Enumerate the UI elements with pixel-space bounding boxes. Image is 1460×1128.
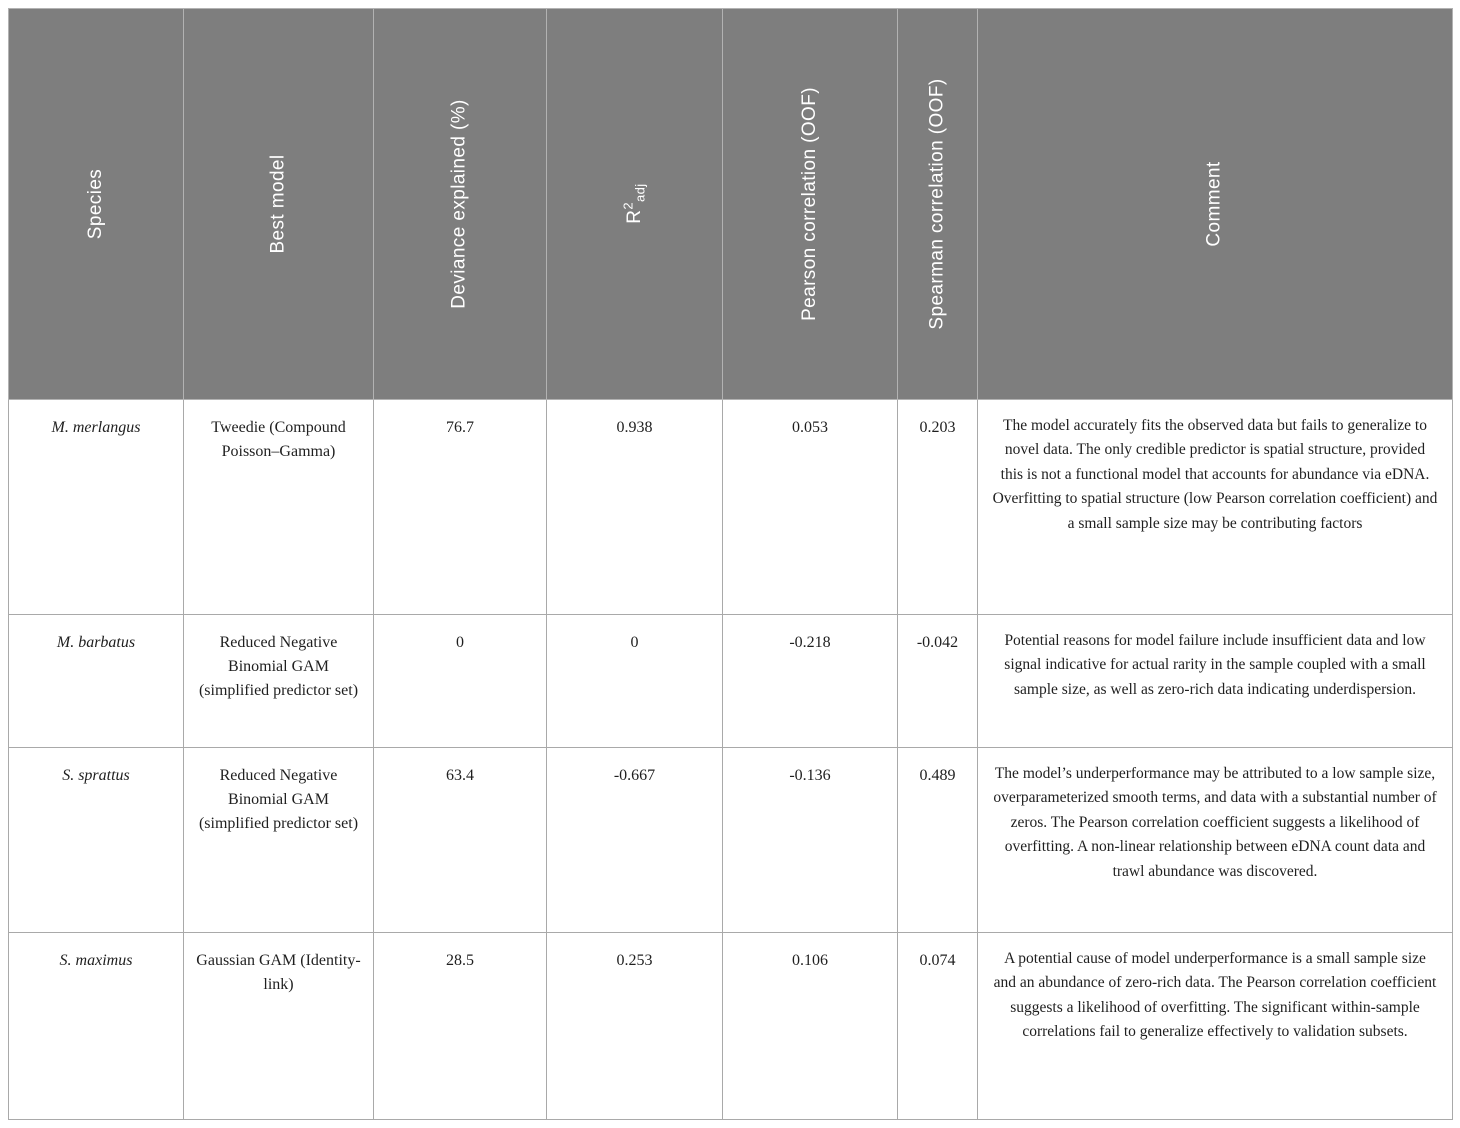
deviance-cell: 28.5: [374, 933, 547, 1120]
deviance-cell: 76.7: [374, 400, 547, 615]
species-cell: M. barbatus: [9, 615, 184, 748]
column-header-comment: [978, 9, 1453, 400]
comment-cell: The model accurately fits the observed data but fails to generalize to novel data. The only credible predictor is spatial structure, provided this is not a functional model that accounts for abundance via eDNA. Overfitting to spatial structure (low Pearson correlation coefficient) and a small sample size may be contributing factors: [978, 400, 1453, 615]
column-header-pearson-label: Pearson correlation (OOF): [799, 87, 821, 321]
r2-base: R: [624, 210, 646, 225]
spearman-cell: -0.042: [898, 615, 978, 748]
best-model-cell: Tweedie (Compound Poisson–Gamma): [184, 400, 374, 615]
spearman-cell: 0.489: [898, 748, 978, 933]
column-header-pearson: [723, 9, 898, 400]
best-model-cell: Gaussian GAM (Identity-link): [184, 933, 374, 1120]
species-cell: S. maximus: [9, 933, 184, 1120]
pearson-cell: 0.053: [723, 400, 898, 615]
table-row: [9, 400, 1453, 615]
r2adj-cell: -0.667: [547, 748, 723, 933]
pearson-cell: -0.136: [723, 748, 898, 933]
column-header-deviance-label: Deviance explained (%): [449, 99, 470, 309]
column-header-spearman: [898, 9, 978, 400]
best-model-cell: Reduced Negative Binomial GAM (simplified predictor set): [184, 615, 374, 748]
table-row: [9, 933, 1453, 1120]
table-row: [9, 748, 1453, 933]
best-model-cell: Reduced Negative Binomial GAM (simplified predictor set): [184, 748, 374, 933]
column-header-deviance: [374, 9, 547, 400]
table-header: [9, 9, 1453, 400]
species-cell: M. merlangus: [9, 400, 184, 615]
r2adj-cell: 0: [547, 615, 723, 748]
species-cell: S. sprattus: [9, 748, 184, 933]
column-header-species-label: Species: [85, 168, 106, 240]
deviance-cell: 0: [374, 615, 547, 748]
pearson-cell: -0.218: [723, 615, 898, 748]
results-table: [8, 8, 1453, 1120]
comment-cell: A potential cause of model underperformance is a small sample size and an abundance of zero-rich data. The Pearson correlation coefficient suggests a likelihood of overfitting. The significant within-sample correlations fail to generalize effectively to validation subsets.: [978, 933, 1453, 1120]
column-header-best-model-label: Best model: [267, 154, 289, 254]
column-header-best-model: [184, 9, 374, 400]
comment-cell: Potential reasons for model failure include insufficient data and low signal indicative for actual rarity in the sample coupled with a small sample size, as well as zero-rich data indicating underdispersion.: [978, 615, 1453, 748]
spearman-cell: 0.203: [898, 400, 978, 615]
r2-sub: adj: [633, 183, 649, 203]
column-header-comment-label: Comment: [1204, 161, 1225, 247]
r2adj-cell: 0.938: [547, 400, 723, 615]
comment-cell: The model’s underperformance may be attributed to a low sample size, overparameterized smooth terms, and data with a substantial number of zeros. The Pearson correlation coefficient suggests a likelihood of overfitting. A non-linear relationship between eDNA count data and trawl abundance was discovered.: [978, 748, 1453, 933]
r2adj-cell: 0.253: [547, 933, 723, 1120]
column-header-spearman-label: Spearman correlation (OOF): [926, 78, 948, 330]
spearman-cell: 0.074: [898, 933, 978, 1120]
deviance-cell: 63.4: [374, 748, 547, 933]
pearson-cell: 0.106: [723, 933, 898, 1120]
column-header-r2adj: [547, 9, 723, 400]
column-header-r2adj-label: [621, 184, 648, 224]
table-row: [9, 615, 1453, 748]
r2-sup: 2: [620, 202, 636, 211]
column-header-species: [9, 9, 184, 400]
